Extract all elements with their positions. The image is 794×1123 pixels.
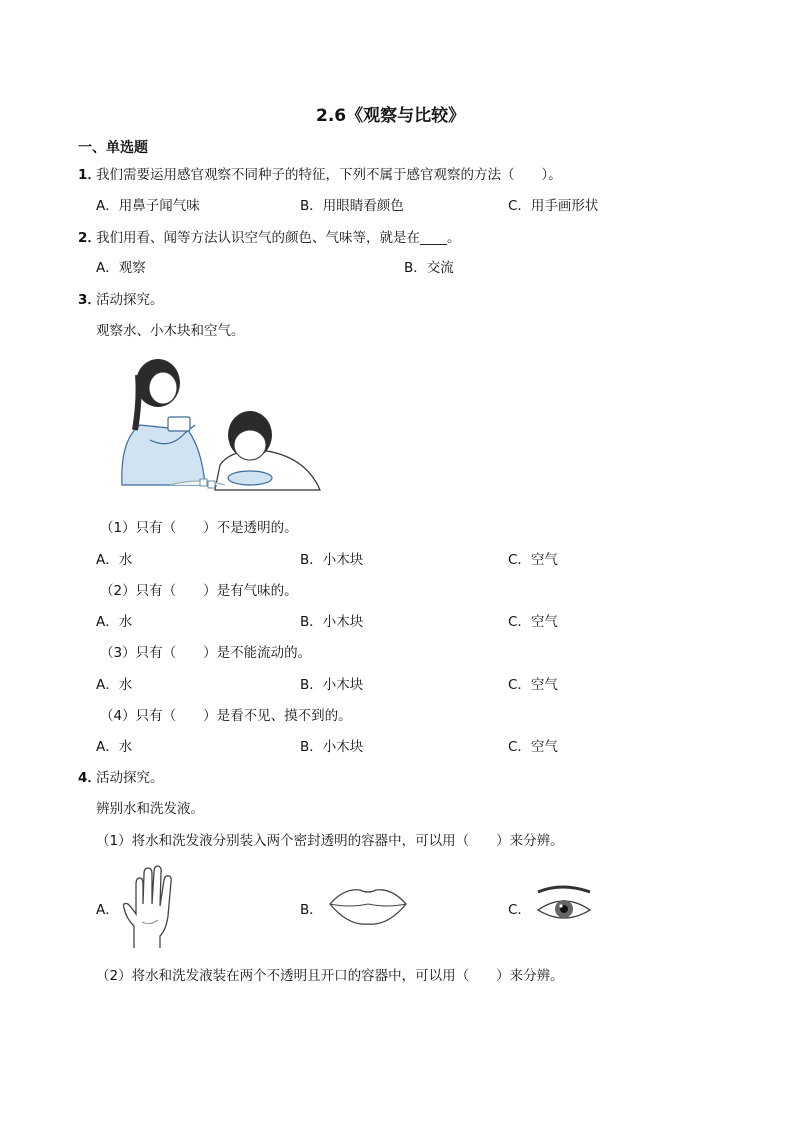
- sub-question-1: （1）只有（ ）不是透明的。: [100, 520, 298, 536]
- sub-question-3: （3）只有（ ）是不能流动的。: [100, 645, 312, 661]
- sub-question-1: （1）将水和洗发液分别装入两个密封透明的容器中，可以用（ ）来分辨。: [96, 833, 564, 849]
- option-c[interactable]: C．空气: [508, 614, 558, 630]
- option-b[interactable]: B．用眼睛看颜色: [300, 198, 404, 214]
- option-b[interactable]: B．小木块: [300, 739, 364, 755]
- question-number: 1．: [78, 167, 101, 183]
- sub-question-4: （4）只有（ ）是看不见、摸不到的。: [100, 708, 352, 724]
- option-c[interactable]: C．用手画形状: [508, 198, 599, 214]
- page-title: 2.6《观察与比较》: [316, 106, 466, 126]
- question-intro: 辨别水和洗发液。: [96, 801, 204, 817]
- option-b[interactable]: B．小木块: [300, 614, 364, 630]
- question-text: 我们用看、闻等方法认识空气的颜色、气味等，就是在____。: [96, 230, 461, 246]
- question-intro: 观察水、小木块和空气。: [96, 323, 245, 339]
- sub-question-2: （2）将水和洗发液装在两个不透明且开口的容器中，可以用（ ）来分辨。: [96, 968, 564, 984]
- option-b[interactable]: B．小木块: [300, 677, 364, 693]
- sub-question-2: （2）只有（ ）是有气味的。: [100, 583, 298, 599]
- option-a[interactable]: A．水: [96, 552, 133, 568]
- option-a[interactable]: A．水: [96, 677, 133, 693]
- question-text: 我们需要运用感官观察不同种子的特征，下列不属于感官观察的方法（ ）。: [96, 167, 562, 183]
- question-number: 4．: [78, 770, 101, 786]
- option-c[interactable]: C．空气: [508, 677, 558, 693]
- option-a[interactable]: A．水: [96, 614, 133, 630]
- option-b[interactable]: B．交流: [404, 260, 454, 276]
- section-heading: 一、单选题: [78, 140, 148, 156]
- option-c[interactable]: C．空气: [508, 552, 558, 568]
- hand-icon: [120, 864, 180, 950]
- option-b[interactable]: B．: [300, 902, 323, 918]
- eye-icon: [534, 884, 594, 926]
- children-smelling-illustration: [110, 355, 325, 495]
- lips-icon: [326, 882, 410, 928]
- option-b[interactable]: B．小木块: [300, 552, 364, 568]
- question-text: 活动探究。: [96, 292, 164, 308]
- option-a[interactable]: A．用鼻子闻气味: [96, 198, 200, 214]
- option-c[interactable]: C．空气: [508, 739, 558, 755]
- question-number: 3．: [78, 292, 101, 308]
- option-a[interactable]: A．观察: [96, 260, 146, 276]
- option-c[interactable]: C．: [508, 902, 531, 918]
- option-a[interactable]: A．: [96, 902, 119, 918]
- option-a[interactable]: A．水: [96, 739, 133, 755]
- question-text: 活动探究。: [96, 770, 164, 786]
- question-number: 2．: [78, 230, 101, 246]
